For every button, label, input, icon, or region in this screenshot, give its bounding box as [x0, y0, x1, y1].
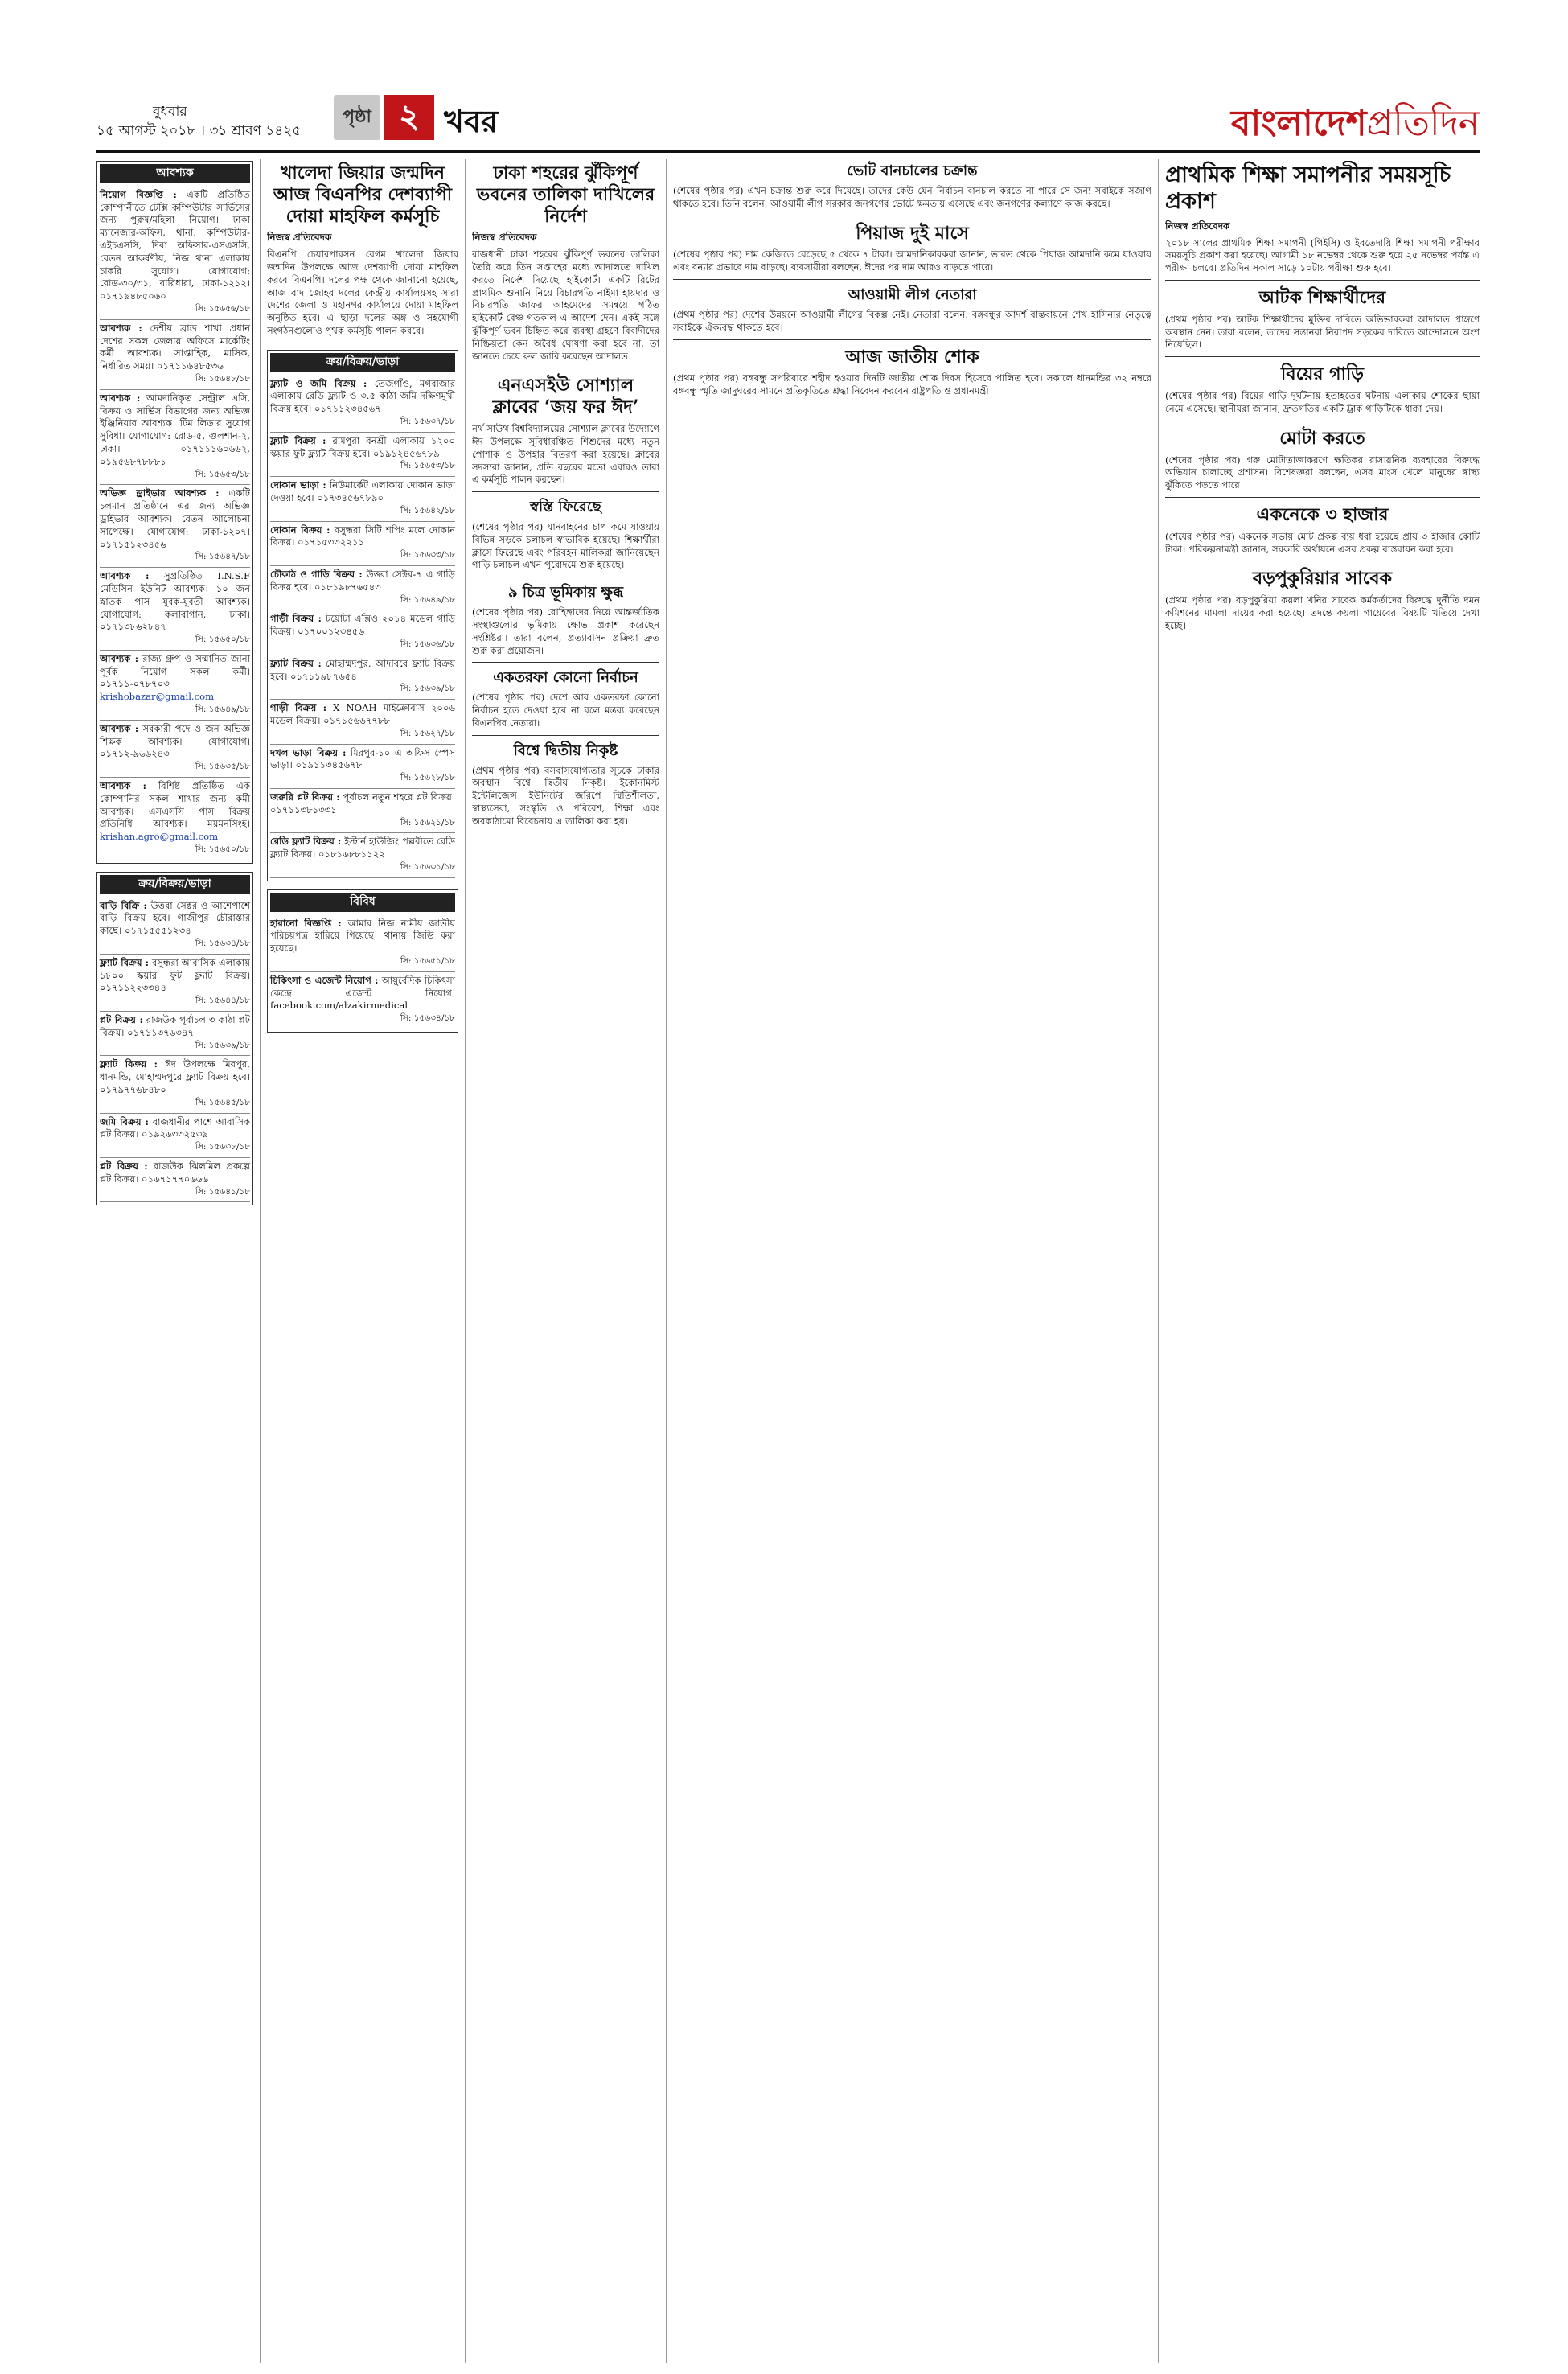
section-title: খবর — [444, 103, 499, 139]
classified-item: জমি বিক্রয় : রাজধানীর পাশে আবাসিক প্লট বিক্রয়। ০১৯২৬৩৩২৫৩৯ সি: ১৫৬৩৮/১৮ — [100, 1114, 250, 1158]
classified-item: বাড়ি বিক্রি : উত্তরা সেক্টর ও আশেপাশে বাড়ি বিক্রয় হবে। গাজীপুর চৌরাস্তার কাছে। ০১৭১৫৫৫১২৩৪ সি: ১৫৬৩৪/১৮ — [100, 897, 250, 955]
column-divider — [1158, 159, 1159, 2363]
news-column-3 — [472, 161, 659, 2356]
news-column-2 — [267, 161, 458, 2356]
story-headline: আওয়ামী লীগ নেতারা — [848, 285, 977, 303]
column-divider — [666, 159, 667, 2363]
story-body: (শেষের পৃষ্ঠার পর) যানবাহনের চাপ কমে যাওয়ায় বিভিন্ন সড়কে চলাচল স্বাভাবিক হয়েছে। শিক্ষার্থীরা ক্লাসে ফিরেছে এবং পরিবহন মালিকরা জানিয়েছেন গাড়ি চলাচল এখন পুরোদমে শুরু হয়েছে। — [472, 521, 659, 571]
classified-heading: বিবিধ — [270, 893, 455, 912]
news-story — [1165, 287, 1480, 357]
story-body: (প্রথম পৃষ্ঠার পর) বড়পুকুরিয়া কয়লা খনির সাবেক কর্মকর্তাদের বিরুদ্ধে দুর্নীতি দমন কমিশনের মামলা দায়ের করা হয়েছে। তদন্তে কয়লা গায়েবের বিষয়টি খতিয়ে দেখা হচ্ছে। — [1165, 594, 1480, 631]
classified-box — [267, 350, 458, 881]
classified-item: ফ্ল্যাট বিক্রয় : মোহাম্মদপুর, আদাবরে ফ্ল্যাট বিক্রয় হবে। ০১৭১১৯৮৭৬৫৪ সি: ১৫৬৩৯/১৮ — [270, 655, 455, 700]
news-story — [673, 347, 1151, 403]
byline: নিজস্ব প্রতিবেদক — [472, 232, 537, 244]
story-headline: ঢাকা শহরের ঝুঁকিপূর্ণ ভবনের তালিকা দাখিলের নির্দেশ — [476, 162, 655, 227]
classified-item: আবশ্যক : বিশিষ্ট প্রতিষ্ঠিত এক কোম্পানির সকল শাখার জন্য কর্মী আবশ্যক। এসএসসি পাস বিক্রয় প্রতিনিধি আবশ্যক। ময়মনসিংহ। krishan.agro@gmail.com সি: ১৫৬৫০/১৮ — [100, 778, 250, 860]
classified-item: ফ্ল্যাট ও জমি বিক্রয় : তেজগাঁও, মগবাজার এলাকায় রেডি ফ্ল্যাট ও ৩.৫ কাঠা জমি দক্ষিণমুখী বিক্রয় হবে। ০১৭১১২৩৪৫৬৭ সি: ১৫৬৩৭/১৮ — [270, 376, 455, 433]
classified-item: আবশ্যক : সুপ্রতিষ্ঠিত I.N.S.F মেডিসিন ইউনিট আবশ্যক। ১০ জন স্নাতক পাস যুবক-যুবতী আবশ্যক। যোগাযোগ: কলাবাগান, ঢাকা। ০১৭১৩৮৬২৮৪৭ সি: ১৫৬৫০/১৮ — [100, 568, 250, 651]
brand-part-2: প্রতিদিন — [1366, 103, 1480, 144]
news-story — [472, 584, 659, 663]
news-story — [472, 742, 659, 833]
news-story — [472, 162, 659, 368]
classified-item: নিয়োগ বিজ্ঞপ্তি : একটি প্রতিষ্ঠিত কোম্পানীতে টেক্সি কম্পিউটার সার্ভিসের জন্য পুরুষ/মহিলা নিয়োগ। ঢাকা ম্যানেজার-অফিস, থানা, কম্পিউটার-এইচএসসি, দিবা অফিসার-এসএসসি, বেতন আকর্ষণীয়, নিজ থানা এলাকায় চাকরি সুযোগ। যোগাযোগ: রোড-৩০/৩১, বারিধারা, ঢাকা-১২১২। ০১৭১৯৪৮৫০৬০ সি: ১৫৬৫৬/১৮ — [100, 187, 250, 320]
classified-item: জরুরি প্লট বিক্রয় : পূর্বাচল নতুন শহরে প্লট বিক্রয়। ০১৭১১৩৮১৩৩১ সি: ১৫৬২১/১৮ — [270, 789, 455, 833]
masthead — [96, 95, 1480, 148]
classified-item: প্লট বিক্রয় : রাজউক পূর্বাচল ৩ কাঠা প্লট বিক্রয়। ০১৭১১৩৭৬৩৪৭ সি: ১৫৬৩৯/১৮ — [100, 1012, 250, 1056]
story-headline: এনএসইউ সোশ্যাল ক্লাবের ‘জয় ফর ঈদ’ — [492, 375, 639, 418]
story-body: নর্থ সাউথ বিশ্ববিদ্যালয়ের সোশ্যাল ক্লাবের উদ্যোগে ঈদ উপলক্ষে সুবিধাবঞ্চিত শিশুদের মধ্যে নতুন পোশাক ও উপহার বিতরণ করা হয়েছে। ক্লাবের সদস্যরা জানান, প্রতি বছরের মতো এবারও তারা এ কর্মসূচি পালন করছেন। — [472, 423, 659, 486]
page-number: ২ — [384, 95, 434, 140]
classified-item: চিকিৎসা ও এজেন্ট নিয়োগ : আয়ুর্বেদিক চিকিৎসা কেন্দ্রে এজেন্ট নিয়োগ। facebook.com/alzakirmedical সি: ১৫৬৩৪/১৮ — [270, 972, 455, 1029]
story-headline: মোটা করতে — [1279, 427, 1365, 449]
story-body: (শেষের পৃষ্ঠার পর) রোহিঙ্গাদের নিয়ে আন্তর্জাতিক সংস্থাগুলোর ভূমিকায় ক্ষোভ প্রকাশ করেছেন সংশ্লিষ্টরা। তারা বলেন, প্রত্যাবাসন প্রক্রিয়া দ্রুত শুরু করা প্রয়োজন। — [472, 606, 659, 656]
news-story — [673, 223, 1151, 280]
classified-item: দখল ভাড়া বিক্রয় : মিরপুর-১০ এ অফিস স্পেস ভাড়া। ০১৯১১৩৪৫৬৭৮ সি: ১৫৬২৮/১৮ — [270, 745, 455, 789]
classified-item: রেডি ফ্ল্যাট বিক্রয় : ইস্টার্ন হাউজিং পল্লবীতে রেডি ফ্ল্যাট বিক্রয়। ০১৮১৬৮৮১১২২ সি: ১৫৬৩১/১৮ — [270, 833, 455, 877]
story-body: (শেষের পৃষ্ঠার পর) এখন চক্রান্ত শুরু করে দিয়েছে। তাদের কেউ যেন নির্বাচন বানচাল করতে না পারে সে জন্য সবাইকে সজাগ থাকতে হবে। তিনি বলেন, আওয়ামী লীগ সরকার জনগণের ভোটে ক্ষমতায় এসেছে এবং জনগণের কল্যাণে কাজ করছে। — [673, 184, 1151, 209]
brand-part-1: বাংলাদেশ — [1231, 103, 1367, 144]
story-body: ২০১৮ সালের প্রাথমিক শিক্ষা সমাপনী (পিইসি) ও ইবতেদায়ি শিক্ষা সমাপনী পরীক্ষার সময়সূচি প্রকাশ করা হয়েছে। আগামী ১৮ নভেম্বর থেকে শুরু হয়ে ২৫ নভেম্বর পর্যন্ত এ পরীক্ষা চলবে। প্রতিদিন সকাল সাড়ে ১০টায় পরীক্ষা শুরু হবে। — [1165, 236, 1480, 274]
story-headline: পিয়াজ দুই মাসে — [856, 222, 969, 244]
news-story — [1165, 428, 1480, 498]
page-label-text: পৃষ্ঠা — [343, 105, 371, 127]
story-body: (প্রথম পৃষ্ঠার পর) আটক শিক্ষার্থীদের মুক্তির দাবিতে অভিভাবকরা আদালত প্রাঙ্গণে অবস্থান নেন। তারা বলেন, তাদের সন্তানরা নিরাপদ সড়কের দাবিতে আন্দোলনে অংশ নিয়েছিল। — [1165, 313, 1480, 351]
story-headline: একতরফা কোনো নির্বাচন — [493, 669, 638, 687]
classified-item: আবশ্যক : সরকারী পদে ও জন অভিজ্ঞ শিক্ষক আবশ্যক। যোগাযোগ। ০১৭১২-৯৬৬২৪৩ সি: ১৫৬৩৫/১৮ — [100, 721, 250, 778]
classified-item: হারানো বিজ্ঞপ্তি : আমার নিজ নামীয় জাতীয় পরিচয়পত্র হারিয়ে গিয়েছে। থানায় জিডি করা হয়েছে। সি: ১৫৬৫১/১৮ — [270, 915, 455, 972]
classified-item: প্লট বিক্রয় : রাজউক ঝিলমিল প্রকল্পে প্লট বিক্রয়। ০১৬৭১৭৭০৬৬৬ সি: ১৫৬৪১/১৮ — [100, 1158, 250, 1202]
column-divider — [260, 159, 261, 2363]
news-story — [673, 162, 1151, 216]
email-link[interactable]: krishobazar@gmail.com — [100, 691, 215, 703]
story-body: (শেষের পৃষ্ঠার পর) গরু মোটাতাজাকরণে ক্ষতিকর রাসায়নিক ব্যবহারের বিরুদ্ধে অভিযান চালাচ্ছে প্রশাসন। বিশেষজ্ঞরা বলছেন, এসব মাংস খেলে মানুষের স্বাস্থ্য ঝুঁকিতে পড়তে পারে। — [1165, 454, 1480, 491]
news-column-4 — [673, 161, 1151, 2356]
classified-item: দোকান বিক্রয় : বসুন্ধরা সিটি শপিং মলে দোকান বিক্রয়। ০১৭১৫৩৩২২১১ সি: ১৫৬৩৩/১৮ — [270, 522, 455, 566]
story-body: (প্রথম পৃষ্ঠার পর) দেশের উন্নয়নে আওয়ামী লীগের বিকল্প নেই। নেতারা বলেন, বঙ্গবন্ধুর আদর্শ বাস্তবায়নে শেখ হাসিনার নেতৃত্বে সবাইকে ঐক্যবদ্ধ থাকতে হবে। — [673, 308, 1151, 333]
column-divider — [465, 159, 466, 2363]
news-story — [1165, 568, 1480, 637]
byline: নিজস্ব প্রতিবেদক — [1165, 220, 1230, 232]
news-story — [472, 669, 659, 735]
classified-box-misc — [267, 889, 458, 1033]
story-body: (শেষের পৃষ্ঠার পর) দাম কেজিতে বেড়েছে ৫ থেকে ৭ টাকা। আমদানিকারকরা জানান, ভারত থেকে পিয়াজ আমদানি কমে যাওয়ায় এবং বন্যার প্রভাবে দাম বাড়ছে। ব্যবসায়ীরা বলছেন, ঈদের পর দাম আরও বাড়তে পারে। — [673, 248, 1151, 273]
classified-item: ফ্ল্যাট বিক্রয় : বসুন্ধরা আবাসিক এলাকায় ১৮০০ স্কয়ার ফুট ফ্ল্যাট বিক্রয়। ০১৭১১২২৩৩৪৪ সি: ১৫৬৪৪/১৮ — [100, 955, 250, 1012]
story-body: রাজধানী ঢাকা শহরের ঝুঁকিপূর্ণ ভবনের তালিকা তৈরি করে তিন সপ্তাহের মধ্যে আদালতে দাখিল করতে নির্দেশ দিয়েছে হাইকোর্ট। একটি রিটের প্রাথমিক শুনানি নিয়ে বিচারপতি নাইমা হায়দার ও বিচারপতি জাফর আহমেদের সমন্বয়ে গঠিত হাইকোর্ট বেঞ্চ গতকাল এ আদেশ দেন। একই সঙ্গে ঝুঁকিপূর্ণ ভবন চিহ্নিত করে ব্যবস্থা গ্রহণে বিবাদীদের নিষ্ক্রিয়তা কেন অবৈধ ঘোষণা করা হবে না, তা জানতে চেয়ে রুল জারি করেছেন আদালত। — [472, 248, 659, 362]
news-column-5 — [1165, 161, 1480, 2356]
story-headline: একনেকে ৩ হাজার — [1256, 503, 1389, 525]
story-body: (প্রথম পৃষ্ঠার পর) বঙ্গবন্ধু সপরিবারে শহীদ হওয়ার দিনটি জাতীয় শোক দিবস হিসেবে পালিত হবে। সকালে ধানমন্ডির ৩২ নম্বরে বঙ্গবন্ধু স্মৃতি জাদুঘরের সামনে প্রতিকৃতিতে শ্রদ্ধা নিবেদন করবেন রাষ্ট্রপতি ও প্রধানমন্ত্রী। — [673, 372, 1151, 397]
story-headline: বিশ্বে দ্বিতীয় নিকৃষ্ট — [513, 741, 618, 759]
classified-heading: ক্রয়/বিক্রয়/ভাড়া — [100, 875, 250, 894]
date-line: ১৫ আগস্ট ২০১৮ । ৩১ শ্রাবণ ১৪২৫ — [96, 123, 302, 139]
news-story — [1165, 363, 1480, 421]
weekday: বুধবার — [153, 104, 187, 120]
newspaper-logo — [1231, 97, 1480, 155]
classified-item: অভিজ্ঞ ড্রাইভার আবশ্যক : একটি চলমান প্রতিষ্ঠানে এর জন্য অভিজ্ঞ ড্রাইভার আবশ্যক। বেতন আলোচনা সাপেক্ষে। যোগাযোগ: ঢাকা-১২০৭। ০১৭১৫১২৩৪৫৬ সি: ১৫৬৪৭/১৮ — [100, 485, 250, 568]
classified-column — [96, 161, 253, 2356]
news-story — [1165, 504, 1480, 561]
classified-item: দোকান ভাড়া : নিউমার্কেট এলাকায় দোকান ভাড়া দেওয়া হবে। ০১৭৩৪৫৬৭৮৯০ সি: ১৫৬৪২/১৮ — [270, 477, 455, 521]
classified-box-sale — [96, 872, 253, 1206]
news-story — [472, 499, 659, 577]
classified-heading: আবশ্যক — [100, 164, 250, 183]
classified-item: আবশ্যক : দেশীয় ব্রান্ড শাখা প্রধান দেশের সকল জেলায় অফিসে মার্কেটিং কর্মী আবশ্যক। সাপ্তাহিক, মাসিক, নির্ধারিত সময়। ০১৭১১৬৪৮৫৩৬ সি: ১৫৬৪৮/১৮ — [100, 320, 250, 390]
byline: নিজস্ব প্রতিবেদক — [267, 232, 332, 244]
story-headline: আটক শিক্ষার্থীদের — [1258, 287, 1386, 309]
news-story — [472, 375, 659, 492]
story-headline: ৯ চিত্র ভূমিকায় ক্ষুব্ধ — [507, 584, 624, 602]
story-body: (শেষের পৃষ্ঠার পর) বিয়ের গাড়ি দুর্ঘটনায় হতাহতের ঘটনায় এলাকায় শোকের ছায়া নেমে এসেছে। স্থানীয়রা জানান, দ্রুতগতির একটি ট্রাক গাড়িটিকে ধাক্কা দেয়। — [1165, 390, 1480, 414]
classified-item: আবশ্যক : রাজ্য গ্রুপ ও সম্মানিত জানা পূর্বক নিয়োগ সকল কর্মী। ০১৭১১-০৭৮৭০৩ krishobazar@gmail.com সি: ১৫৬৪৯/১৮ — [100, 651, 250, 721]
story-body: (প্রথম পৃষ্ঠার পর) বসবাসযোগ্যতার সূচকে ঢাকার অবস্থান বিশ্বে দ্বিতীয় নিকৃষ্ট। ইকোনমিস্ট ইন্টেলিজেন্স ইউনিটের জরিপে স্থিতিশীলতা, স্বাস্থ্যসেবা, সংস্কৃতি ও পরিবেশ, শিক্ষা এবং অবকাঠামো বিবেচনায় এ তালিকা করা হয়। — [472, 764, 659, 827]
story-body: (শেষের পৃষ্ঠার পর) একনেক সভায় মোট প্রকল্প ব্যয় ধরা হয়েছে প্রায় ৩ হাজার কোটি টাকা। পরিকল্পনামন্ত্রী জানান, সরকারি অর্থায়নে এসব প্রকল্প বাস্তবায়ন করা হবে। — [1165, 530, 1480, 555]
classified-item: ফ্ল্যাট বিক্রয় : ঈদ উপলক্ষে মিরপুর, ধানমন্ডি, মোহাম্মদপুরে ফ্ল্যাট বিক্রয় হবে। ০১৭৯৭৭৬৮৪৮০ সি: ১৫৬৪৫/১৮ — [100, 1056, 250, 1113]
story-headline: বিয়ের গাড়ি — [1281, 363, 1364, 385]
masthead-rule — [96, 150, 1480, 153]
story-headline: স্বস্তি ফিরেছে — [530, 499, 601, 516]
classified-item: গাড়ী বিক্রয় : টয়োটা এক্সিও ২০১৪ মডেল গাড়ি বিক্রয়। ০১৭০০১২৩৪৫৬ সি: ১৫৬৩৬/১৮ — [270, 610, 455, 655]
classified-item: ফ্ল্যাট বিক্রয় : রামপুরা বনশ্রী এলাকায় ১২০০ স্কয়ার ফুট ফ্ল্যাট বিক্রয় হবে। ০১৯১২৪৫৬৭৮৯ সি: ১৫৬৫৩/১৮ — [270, 433, 455, 477]
email-link[interactable]: krishan.agro@gmail.com — [100, 831, 219, 843]
classified-item: আবশ্যক : আমদানিকৃত সেন্ট্রাল এসি, বিক্রয় ও সার্ভিস বিভাগের জন্য অভিজ্ঞ ইঞ্জিনিয়ার আবশ্যক। টিম লিডার সুযোগ সুবিধা। যোগাযোগ: রোড-৫, গুলশান-২, ঢাকা। ০১৭১১১৬০৬৬২, ০১৯৫৬৮৭৮৮৮১ সি: ১৫৬৫৩/১৮ — [100, 390, 250, 486]
classified-heading: ক্রয়/বিক্রয়/ভাড়া — [270, 353, 455, 372]
story-body: (শেষের পৃষ্ঠার পর) দেশে আর একতরফা কোনো নির্বাচন হতে দেওয়া হবে না বলে মন্তব্য করেছেন বিএনপির নেতারা। — [472, 692, 659, 729]
classified-box-wanted — [96, 161, 253, 864]
story-body: বিএনপি চেয়ারপারসন বেগম খালেদা জিয়ার জন্মদিন উপলক্ষে আজ দেশব্যাপী দোয়া মাহফিল করবে বিএনপি। দলের পক্ষ থেকে জানানো হয়েছে, আজ বাদ জোহর দলের কেন্দ্রীয় কার্যালয়সহ সারা দেশের জেলা ও মহানগর কার্যালয়ে দোয়া মাহফিল অনুষ্ঠিত হবে। এ ছাড়া দলের অঙ্গ ও সহযোগী সংগঠনগুলোও পৃথক কর্মসূচি পালন করবে। — [267, 248, 458, 337]
story-headline: খালেদা জিয়ার জন্মদিন আজ বিএনপির দেশব্যাপী দোয়া মাহফিল কর্মসূচি — [273, 162, 453, 227]
classified-item: চৌকাঠ ও গাড়ি বিক্রয় : উত্তরা সেক্টর-৭ এ গাড়ি বিক্রয় হবে। ০১৮১৯৮৭৬৫৪৩ সি: ১৫৬৪৯/১৮ — [270, 566, 455, 610]
story-headline: প্রাথমিক শিক্ষা সমাপনীর সময়সূচি প্রকাশ — [1165, 162, 1451, 214]
classified-item: গাড়ী বিক্রয় : X NOAH মাইক্রোবাস ২০০৬ মডেল বিক্রয়। ০১৭১৫৬৬৭৭৮৮ সি: ১৫৬২৭/১৮ — [270, 700, 455, 744]
news-story — [673, 286, 1151, 340]
page-label-box — [334, 95, 380, 140]
news-story — [267, 162, 458, 343]
story-headline: ভোট বানচালের চক্রান্ত — [847, 162, 978, 179]
story-headline: আজ জাতীয় শোক — [845, 346, 979, 368]
news-story — [1165, 162, 1480, 281]
story-headline: বড়পুকুরিয়ার সাবেক — [1252, 568, 1393, 589]
